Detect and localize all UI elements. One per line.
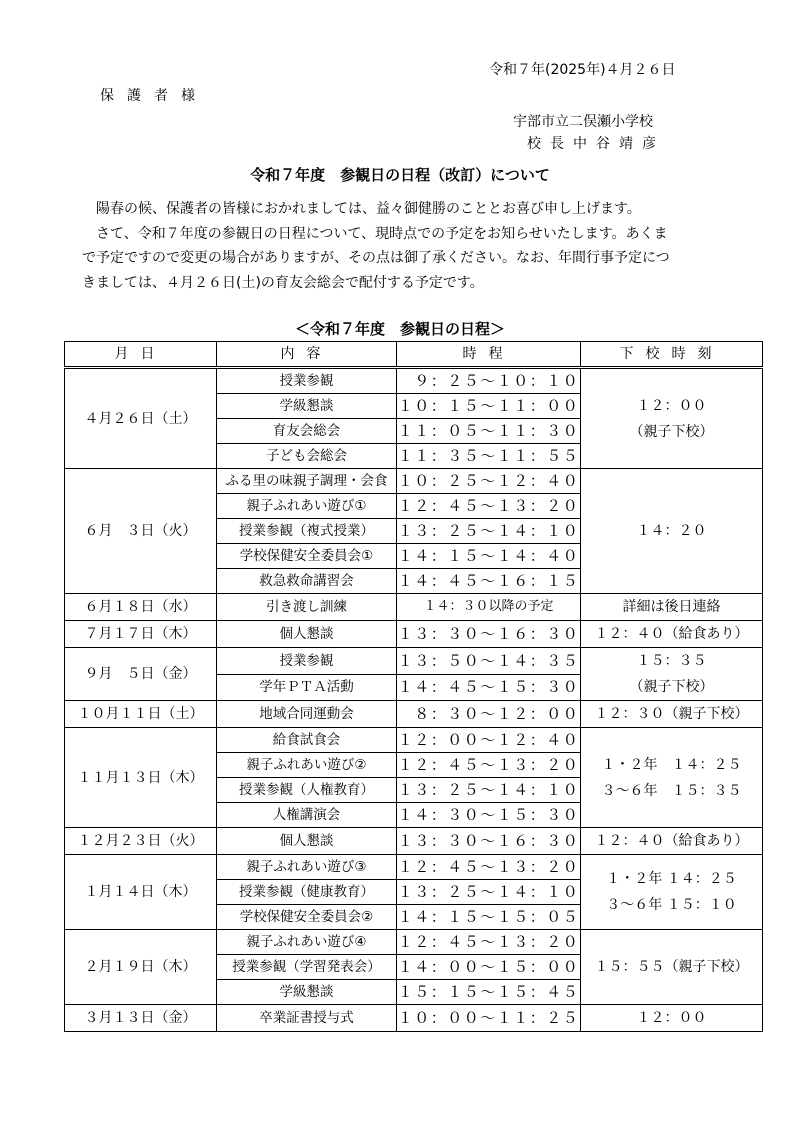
dismissal-line: ３～６年 １５：３５ [601, 782, 742, 799]
date-cell: ４月２６日（土） [65, 368, 217, 469]
date-cell: １月１４日（木） [65, 855, 217, 930]
event-cell: 個人懇談 [217, 828, 397, 855]
event-cell: 親子ふれあい遊び④ [217, 930, 397, 955]
dismissal-cell [581, 828, 763, 855]
dismissal-cell [581, 1005, 763, 1032]
table-row [65, 621, 763, 648]
time-cell: １４：１５～１４：４０ [397, 544, 581, 569]
document-title: 令和７年度 参観日の日程（改訂）について [250, 166, 550, 184]
time-cell: １４：４５～１６：１５ [397, 569, 581, 594]
table-row [65, 855, 763, 880]
time-cell: １４：３０以降の予定 [397, 594, 581, 621]
time-cell: １２：４５～１３：２０ [397, 930, 581, 955]
table-row [65, 930, 763, 955]
event-cell: 学年ＰＴＡ活動 [217, 674, 397, 701]
event-cell: 救急救命講習会 [217, 569, 397, 594]
table-row [65, 594, 763, 621]
event-cell: 人権講演会 [217, 803, 397, 828]
document-date: 令和７年(2025年)４月２６日 [489, 62, 676, 78]
time-cell: １３：５０～１４：３５ [397, 648, 581, 675]
header-content: 内容 [217, 342, 397, 368]
time-cell: １４：１５～１５：０５ [397, 905, 581, 930]
time-cell: １０：２５～１２：４０ [397, 469, 581, 494]
body-paragraph: さて、令和７年度の参観日の日程について、現時点での予定をお知らせいたします。あくま [96, 225, 668, 242]
time-cell: １２：４５～１３：２０ [397, 494, 581, 519]
table-row [65, 648, 763, 675]
time-cell: １３：２５～１４：１０ [397, 880, 581, 905]
header-date: 月日 [65, 342, 217, 368]
event-cell: ふる里の味親子調理・会食 [217, 469, 397, 494]
date-cell: １１月１３日（木） [65, 728, 217, 828]
event-cell: 授業参観（複式授業） [217, 519, 397, 544]
time-cell: １４：３０～１５：３０ [397, 803, 581, 828]
event-cell: 学校保健安全委員会② [217, 905, 397, 930]
dismissal-line: １・２年 １４：２５ [606, 871, 737, 887]
table-row [65, 701, 763, 728]
table-row [65, 1005, 763, 1032]
event-cell: 子ども会総会 [217, 444, 397, 469]
body-paragraph: きましては、４月２６日(土)の育友会総会で配付する予定です。 [82, 274, 484, 291]
body-paragraph: 陽春の候、保護者の皆様におかれましては、益々御健勝のこととお喜び申し上げます。 [96, 201, 641, 217]
dismissal-line: １２：００ [636, 397, 707, 414]
school-name: 宇部市立二俣瀬小学校 [513, 114, 653, 130]
event-cell: 学校保健安全委員会① [217, 544, 397, 569]
time-cell: １２：４５～１３：２０ [397, 753, 581, 778]
dismissal-cell [581, 728, 763, 828]
event-cell: 卒業証書授与式 [217, 1005, 397, 1032]
dismissal-cell [581, 469, 763, 594]
body-paragraph: で予定ですので変更の場合がありますが、その点は御了承ください。なお、年間行事予定につ [82, 250, 670, 266]
date-cell: ６月 ３日（火） [65, 469, 217, 594]
dismissal-cell [581, 621, 763, 648]
table-row [65, 728, 763, 753]
dismissal-cell [581, 648, 763, 701]
time-cell: １５：１５～１５：４５ [397, 980, 581, 1005]
date-cell: ３月１３日（金） [65, 1005, 217, 1032]
table-row [65, 368, 763, 394]
event-cell: 学級懇談 [217, 394, 397, 419]
dismissal-cell [581, 930, 763, 1005]
dismissal-line: １５：５５（親子下校） [594, 959, 749, 975]
dismissal-cell [581, 701, 763, 728]
schedule-table [64, 341, 763, 1032]
event-cell: 地域合同運動会 [217, 701, 397, 728]
time-cell: １１：３５～１１：５５ [397, 444, 581, 469]
time-cell: １３：２５～１４：１０ [397, 519, 581, 544]
time-cell: １１：０５～１１：３０ [397, 419, 581, 444]
time-cell: １４：００～１５：００ [397, 955, 581, 980]
dismissal-line: １２：４０（給食あり） [594, 626, 749, 642]
dismissal-line: 詳細は後日連絡 [622, 599, 721, 615]
table-title: ＜令和７年度 参観日の日程＞ [294, 320, 505, 338]
event-cell: 授業参観 [217, 368, 397, 394]
time-cell: ８：３０～１２：００ [397, 701, 581, 728]
dismissal-cell [581, 594, 763, 621]
time-cell: １２：００～１２：４０ [397, 728, 581, 753]
event-cell: 授業参観（人権教育） [217, 778, 397, 803]
date-cell: １２月２３日（火） [65, 828, 217, 855]
event-cell: 授業参観（健康教育） [217, 880, 397, 905]
dismissal-line: １２：３０（親子下校） [594, 706, 749, 722]
event-cell: 授業参観 [217, 648, 397, 675]
dismissal-cell [581, 368, 763, 469]
event-cell: 個人懇談 [217, 621, 397, 648]
time-cell: １３：３０～１６：３０ [397, 621, 581, 648]
dismissal-line: １５：３５ [636, 653, 707, 669]
time-cell: １４：４５～１５：３０ [397, 674, 581, 701]
schedule-body [65, 368, 763, 1032]
header-schedule: 時程 [397, 342, 581, 368]
dismissal-line: ３～６年 １５：１０ [606, 897, 737, 913]
event-cell: 育友会総会 [217, 419, 397, 444]
time-cell: ９：２５～１０：１０ [397, 368, 581, 394]
table-row [65, 828, 763, 855]
principal-name: 校長中谷靖彦 [527, 136, 665, 152]
date-cell: ６月１８日（水） [65, 594, 217, 621]
table-row [65, 469, 763, 494]
dismissal-line: １４：２０ [636, 523, 707, 539]
time-cell: １３：３０～１６：３０ [397, 828, 581, 855]
event-cell: 給食試食会 [217, 728, 397, 753]
event-cell: 親子ふれあい遊び② [217, 753, 397, 778]
table-header-row [65, 342, 763, 368]
time-cell: １０：１５～１１：００ [397, 394, 581, 419]
event-cell: 授業参観（学習発表会） [217, 955, 397, 980]
event-cell: 引き渡し訓練 [217, 594, 397, 621]
date-cell: ７月１７日（木） [65, 621, 217, 648]
header-dismissal: 下校時刻 [581, 342, 763, 368]
time-cell: １０：００～１１：２５ [397, 1005, 581, 1032]
event-cell: 学級懇談 [217, 980, 397, 1005]
dismissal-cell [581, 855, 763, 930]
date-cell: ２月１９日（木） [65, 930, 217, 1005]
event-cell: 親子ふれあい遊び③ [217, 855, 397, 880]
dismissal-line: （親子下校） [629, 423, 714, 440]
dismissal-line: （親子下校） [629, 679, 714, 695]
event-cell: 親子ふれあい遊び① [217, 494, 397, 519]
date-cell: １０月１１日（土） [65, 701, 217, 728]
dismissal-line: １２：４０（給食あり） [594, 833, 749, 849]
dismissal-line: １２：００ [636, 1010, 707, 1026]
time-cell: １２：４５～１３：２０ [397, 855, 581, 880]
body-text [82, 197, 722, 295]
recipient: 保護者様 [100, 88, 208, 104]
date-cell: ９月 ５日（金） [65, 648, 217, 701]
time-cell: １３：２５～１４：１０ [397, 778, 581, 803]
dismissal-line: １・２年 １４：２５ [601, 756, 742, 773]
